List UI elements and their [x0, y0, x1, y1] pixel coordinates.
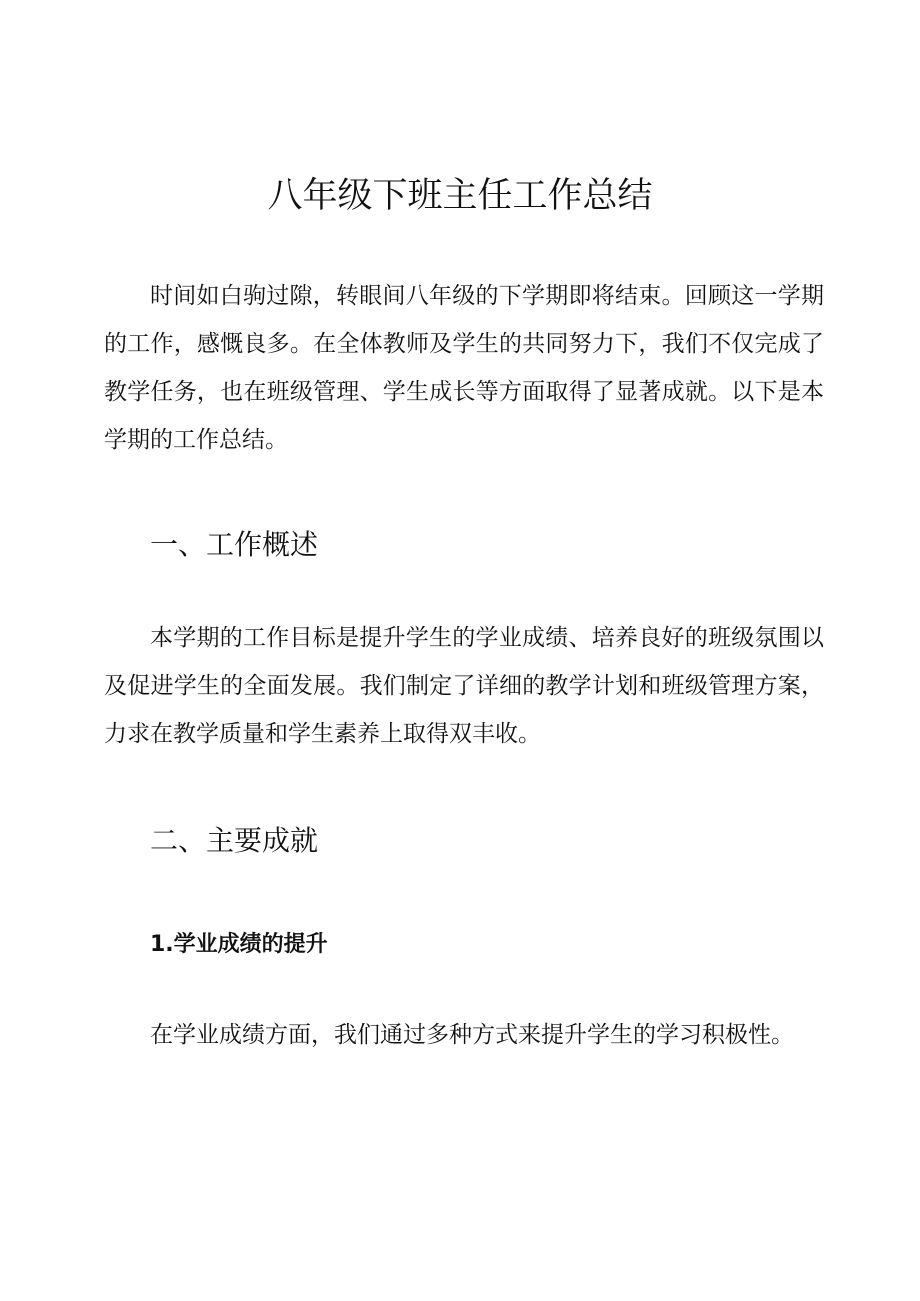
overview-paragraph: 本学期的工作目标是提升学生的学业成绩、培养良好的班级氛围以及促进学生的全面发展。我们制定了详细的教学计划和班级管理方案，力求在教学质量和学生素养上取得双丰收。 [104, 625, 824, 747]
section-heading-achievements: 二、主要成就 [150, 824, 319, 857]
subheading-academic-improvement: 1.学业成绩的提升 [150, 932, 328, 957]
document-title: 八年级下班主任工作总结 [267, 176, 653, 216]
academic-paragraph: 在学业成绩方面，我们通过多种方式来提升学生的学习积极性。 [150, 1022, 794, 1048]
section-heading-overview: 一、工作概述 [150, 528, 319, 561]
intro-paragraph: 时间如白驹过隙，转眼间八年级的下学期即将结束。回顾这一学期的工作，感慨良多。在全体教师及学生的共同努力下，我们不仅完成了教学任务，也在班级管理、学生成长等方面取得了显著成就。以下是本学期的工作总结。 [104, 283, 824, 453]
